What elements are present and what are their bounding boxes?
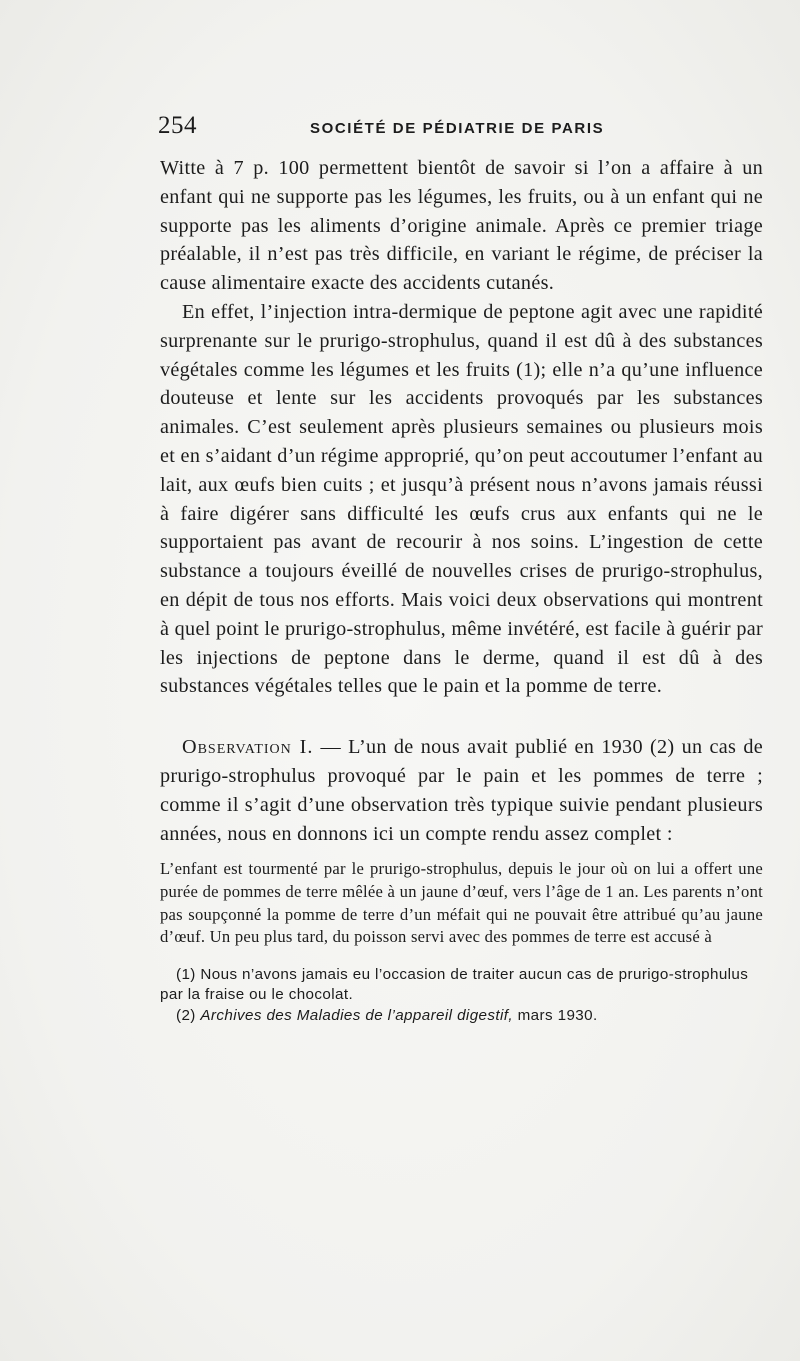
observation-label: Observation I. [182, 736, 314, 759]
footnote-2-journal-title: Archives des Maladies de l’appareil digestif, [200, 1006, 514, 1024]
footnote-2 [160, 1006, 763, 1027]
observation-text: — L’un de nous avait publié en 1930 (2) un cas de prurigo-strophulus provoqué par le pain et les pommes de terre ; comme il s’agit d’une observation très typique suivie pendant plusieurs années, nous en donnons ici un compte rendu assez complet : [160, 736, 763, 845]
observation-paragraph [160, 733, 763, 848]
paragraph-continuation: Witte à 7 p. 100 permettent bientôt de savoir si l’on a affaire à un enfant qui ne supporte pas les légumes, les fruits, ou à un enfant qui ne supporte pas les aliments d’origine animale. Après ce premier triage préalable, il n’est pas très difficile, en variant le régime, de préciser la cause alimentaire exacte des accidents cutanés. [160, 157, 763, 295]
footnote-2-date: mars 1930. [513, 1006, 598, 1024]
paragraph-peptone-injection: En effet, l’injection intra-dermique de peptone agit avec une rapidité surprenante sur le prurigo-strophulus, quand il est dû à des substances végétales comme les légumes et les fruits (1); elle n’a qu’une influence douteuse et lente sur les accidents provoqués par les substances animales. C’est seulement après plusieurs semaines ou plusieurs mois et en s’aidant d’un régime approprié, qu’on peut accoutumer l’enfant au lait, aux œufs bien cuits ; et jusqu’à présent nous n’avons jamais réussi à faire digérer sans difficulté les œufs crus aux enfants qui ne le supportaient pas avant de recourir à nos soins. L’ingestion de cette substance a toujours éveillé de nouvelles crises de prurigo-strophulus, en dépit de tous nos efforts. Mais voici deux observations qui montrent à quel point le prurigo-strophulus, même invétéré, est facile à guérir par les injections de peptone dans le derme, quand il est dû à des substances végétales telles que le pain et la pomme de terre. [160, 300, 763, 698]
running-title: SOCIÉTÉ DE PÉDIATRIE DE PARIS [310, 120, 605, 137]
case-description: L’enfant est tourmenté par le prurigo-strophulus, depuis le jour où on lui a offert une purée de pommes de terre mêlée à un jaune d’œuf, vers l’âge de 1 an. Les parents n’ont pas soupçonné la pomme de terre d’un méfait qui ne pouvait être attribué qu’au jaune d’œuf. Un peu plus tard, du poisson servi avec des pommes de terre est accusé à [160, 859, 763, 947]
page-header [158, 112, 765, 152]
footnote-1: (1) Nous n’avons jamais eu l’occasion de traiter aucun cas de prurigo-strophulus par la fraise ou le chocolat. [160, 965, 749, 1004]
footnotes [160, 965, 763, 1027]
body-text [160, 154, 763, 1026]
page-number: 254 [158, 112, 197, 139]
footnote-2-marker: (2) [176, 1006, 201, 1024]
